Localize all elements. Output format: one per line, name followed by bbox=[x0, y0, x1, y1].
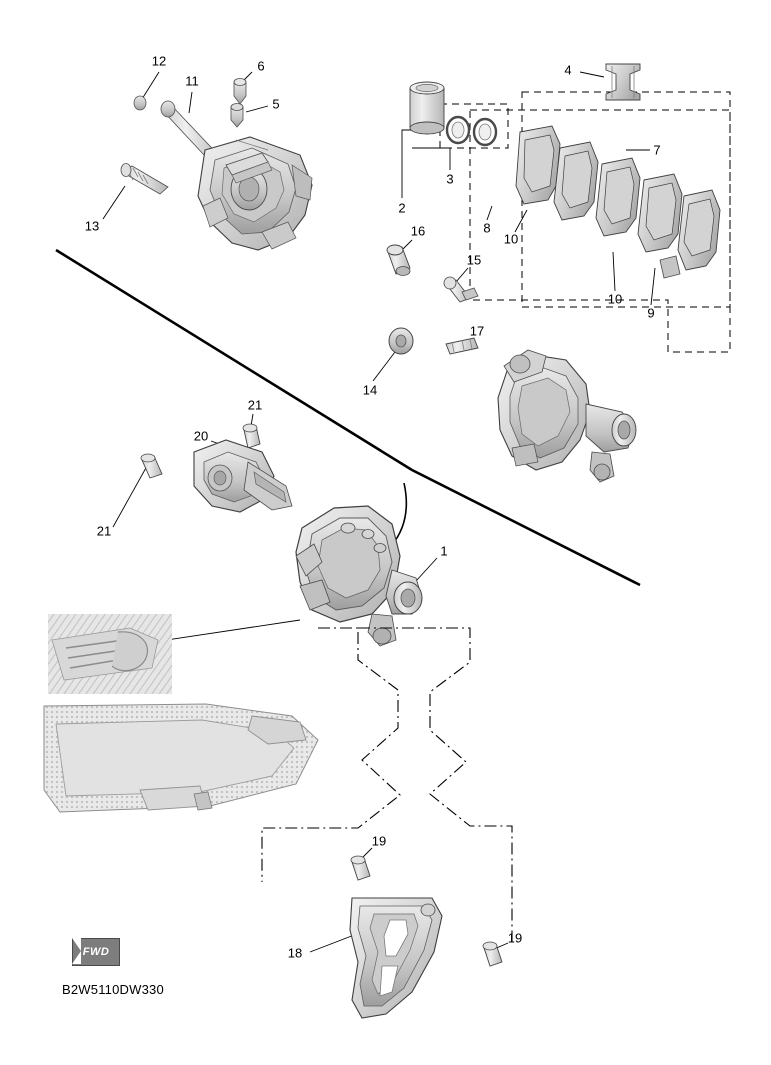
callout-6: 6 bbox=[257, 58, 265, 74]
callout-12: 12 bbox=[151, 53, 167, 69]
fwd-direction-badge bbox=[72, 938, 120, 966]
callout-3: 3 bbox=[446, 171, 454, 187]
callout-21-top: 21 bbox=[247, 397, 263, 413]
callout-1: 1 bbox=[440, 543, 448, 559]
callout-11: 11 bbox=[185, 73, 199, 89]
callout-9: 9 bbox=[647, 305, 655, 321]
callout-10-upper: 10 bbox=[503, 231, 519, 247]
callout-21-left: 21 bbox=[96, 523, 112, 539]
callout-13: 13 bbox=[84, 218, 100, 234]
callout-5: 5 bbox=[272, 96, 280, 112]
callout-20: 20 bbox=[193, 428, 209, 444]
callout-19-upper: 19 bbox=[371, 833, 387, 849]
callout-7: 7 bbox=[653, 142, 661, 158]
fwd-label: FWD bbox=[82, 946, 110, 958]
callout-15: 15 bbox=[466, 252, 482, 268]
callout-4: 4 bbox=[564, 62, 572, 78]
fwd-arrow-icon bbox=[72, 938, 81, 964]
callout-18: 18 bbox=[287, 945, 303, 961]
callout-8: 8 bbox=[483, 220, 491, 236]
callout-14: 14 bbox=[362, 382, 378, 398]
callout-2: 2 bbox=[398, 200, 406, 216]
callout-16: 16 bbox=[410, 223, 426, 239]
callout-17: 17 bbox=[469, 323, 485, 339]
callout-19-lower: 19 bbox=[507, 930, 523, 946]
part-code-label: B2W5110DW330 bbox=[62, 982, 164, 997]
callout-10-lower: 10 bbox=[607, 291, 623, 307]
